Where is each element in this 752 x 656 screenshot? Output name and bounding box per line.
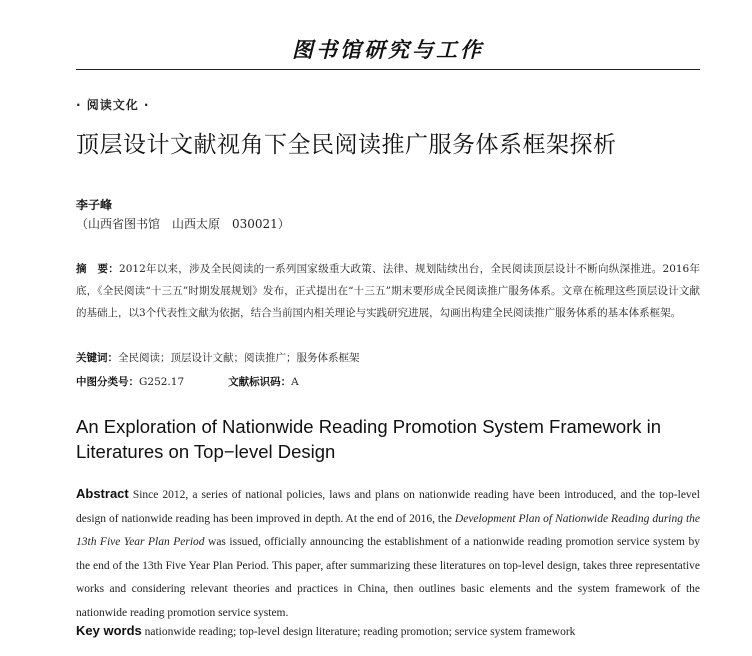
chinese-keywords-label: 关键词： [76, 352, 118, 364]
author-name: 李子峰 [76, 198, 113, 212]
section-tag: · 阅读文化 · [76, 98, 150, 112]
english-title: An Exploration of Nationwide Reading Promotion System Framework in Literatures on Top−level Design [76, 416, 662, 462]
english-abstract-text-1: Since 2012, a series of national policies, laws and plans on nationwide reading have been introduced, and the top-level design of nationwide reading has been improved in depth. At the end of 2016, the [76, 489, 700, 525]
chinese-title: 顶层设计文献视角下全民阅读推广服务体系框架探析 [76, 132, 617, 158]
clc-value: G252.17 [139, 376, 185, 388]
english-keywords-text: nationwide reading; top-level design literature; reading promotion; service system framework [141, 626, 576, 638]
english-abstract-plan-title: Development Plan of Nationwide Reading during the 13th Five Year Plan Period [76, 512, 700, 548]
journal-title: 图书馆研究与工作 [292, 37, 484, 62]
english-keywords [76, 623, 700, 638]
document-code-label: 文献标识码： [228, 376, 292, 388]
clc-label: 中图分类号： [76, 376, 139, 388]
english-keywords-label: Key words [76, 623, 142, 638]
chinese-keywords-text: 全民阅读；顶层设计文献；阅读推广；服务体系框架 [118, 352, 360, 364]
document-code-value: A [291, 376, 299, 388]
chinese-keywords [76, 350, 700, 365]
chinese-abstract [76, 258, 700, 324]
chinese-abstract-text: 2012年以来，涉及全民阅读的一系列国家级重大政策、法律、规划陆续出台，全民阅读顶层设计不断向纵深推进。2016年底，《全民阅读“十三五”时期发展规划》发布，正式提出在“十三五”期末要形成全民阅读推广服务体系。文章在梳理这些顶层设计文献的基础上，以3个代表性文献为依据，结合当前国内相关理论与实践研究进展，勾画出构建全民阅读推广服务体系的基本体系框架。 [76, 263, 700, 319]
chinese-abstract-label: 摘 要： [76, 263, 120, 275]
english-abstract-label: Abstract [76, 486, 129, 501]
english-abstract [76, 482, 700, 625]
classification-line [76, 374, 299, 389]
header-rule [76, 69, 700, 70]
english-abstract-text-2: was issued, officially announcing the establishment of a nationwide reading promotion service system by the end of the 13th Five Year Plan Period. This paper, after summarizing these literatures on top-level design, takes three representative works and considering relevant theories and practices in China, then outlines basic elements and the system framework of the nationwide reading promotion service system. [76, 536, 700, 619]
author-affiliation: （山西省图书馆 山西太原 030021） [76, 217, 290, 231]
